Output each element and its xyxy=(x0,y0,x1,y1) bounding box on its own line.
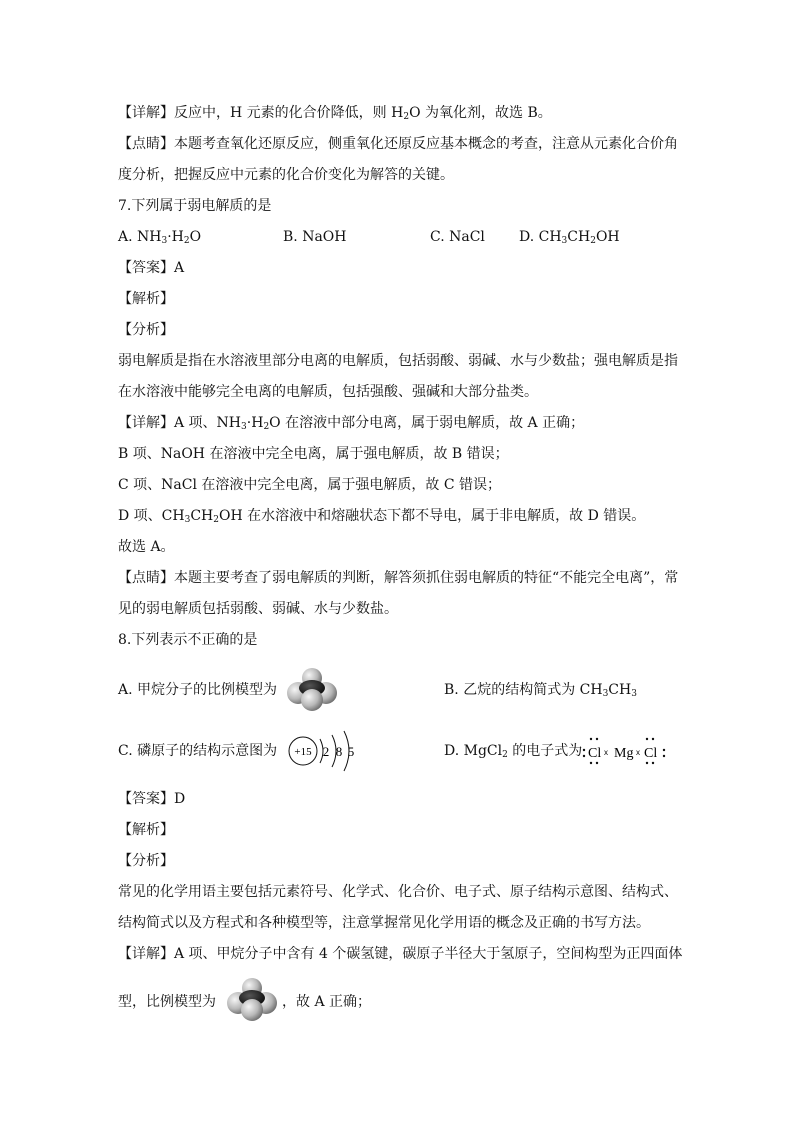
tip-line-q6-cont: 度分析，把握反应中元素的化合价变化为解答的关键。 xyxy=(118,167,454,183)
q8-detail-line-2-end: ，故 A 正确； xyxy=(282,994,372,1010)
question-8-stem: 8.下列表示不正确的是 xyxy=(118,632,258,648)
q7-fenxi-heading: 【分析】 xyxy=(118,322,174,338)
q8-fenxi-line-1: 常见的化学用语主要包括元素符号、化学式、化合价、电子式、原子结构示意图、结构式、 xyxy=(118,884,678,900)
q8-option-a: A. 甲烷分子的比例模型为 xyxy=(118,682,278,698)
q7-option-d: D. $CH_3CH_2OH$ xyxy=(519,229,620,246)
q7-detail-c: C 项、NaCl 在溶液中完全电离，属于强电解质，故 C 错误； xyxy=(118,477,502,493)
q8-detail-line-2-start: 型，比例模型为 xyxy=(118,994,216,1010)
q7-tip-line-1: 【点睛】本题主要考查了弱电解质的判断，解答须抓住弱电解质的特征“不能完全电离”，常 xyxy=(118,570,679,586)
electron-x-right: x xyxy=(636,748,640,757)
q7-tip-line-2: 见的弱电解质包括弱酸、弱碱、水与少数盐。 xyxy=(118,601,398,617)
q8-option-c: C. 磷原子的结构示意图为 xyxy=(118,743,278,759)
shell-1-electrons: 2 xyxy=(322,744,330,759)
q8-answer: 【答案】D xyxy=(118,791,186,807)
q7-fenxi-line-1: 弱电解质是指在水溶液里部分电离的电解质，包括弱酸、弱碱、水与少数盐；强电解质是指 xyxy=(118,353,678,369)
q7-answer: 【答案】A xyxy=(118,260,185,276)
electron-x-left: x xyxy=(604,748,608,757)
q7-detail-b: B 项、NaOH 在溶液中完全电离，属于强电解质，故 B 错误； xyxy=(118,446,509,462)
question-7-stem: 7.下列属于弱电解质的是 xyxy=(118,198,272,214)
q7-analysis-heading: 【解析】 xyxy=(118,291,174,307)
nucleus-charge: +15 xyxy=(294,746,312,758)
q7-option-b: B. NaOH xyxy=(283,229,347,245)
methane-space-filling-model-2 xyxy=(226,976,278,1022)
q8-fenxi-line-2: 结构简式以及方程式和各种模型等，注意掌握常见化学用语的概念及正确的书写方法。 xyxy=(118,915,650,931)
cl-right: Cl xyxy=(644,746,658,761)
mg-center: Mg xyxy=(614,746,634,761)
q8-option-d: D. MgCl$_2$ 的电子式为 xyxy=(444,743,583,760)
tip-line-q6: 【点睛】本题考查氧化还原反应，侧重氧化还原反应基本概念的考查，注意从元素化合价角 xyxy=(118,136,678,152)
q8-detail-line-1: 【详解】A 项、甲烷分子中含有 4 个碳氢键，碳原子半径大于氢原子，空间构型为正四面体 xyxy=(118,946,683,962)
methane-space-filling-model xyxy=(286,666,338,712)
mgcl2-electron-dot-formula xyxy=(574,733,674,767)
q7-detail-a: 【详解】A 项、$NH_3\cdot H_2O$ 在溶液中部分电离，属于弱电解质，故 A 正确； xyxy=(118,415,585,432)
cl-left: Cl xyxy=(588,746,602,761)
q7-option-a: A. $NH_3\cdot H_2O$ xyxy=(118,229,202,246)
q8-analysis-heading: 【解析】 xyxy=(118,822,174,838)
q7-conclusion: 故选 A。 xyxy=(118,539,175,555)
q7-option-c: C. NaCl xyxy=(430,229,485,245)
phosphorus-atom-diagram xyxy=(286,722,358,780)
q8-option-b: B. 乙烷的结构简式为 $CH_3CH_3$ xyxy=(444,682,637,699)
q8-fenxi-heading: 【分析】 xyxy=(118,853,174,869)
detail-line-q6: 【详解】反应中，H 元素的化合价降低，则 $H_2O$ 为氧化剂，故选 B。 xyxy=(118,105,552,122)
shell-2-electrons: 8 xyxy=(335,744,343,759)
shell-3-electrons: 5 xyxy=(347,744,355,759)
q7-fenxi-line-2: 在水溶液中能够完全电离的电解质，包括强酸、强碱和大部分盐类。 xyxy=(118,384,538,400)
q7-detail-d: D 项、$CH_3CH_2OH$ 在水溶液中和熔融状态下都不导电，属于非电解质，故 D 错误。 xyxy=(118,508,646,525)
